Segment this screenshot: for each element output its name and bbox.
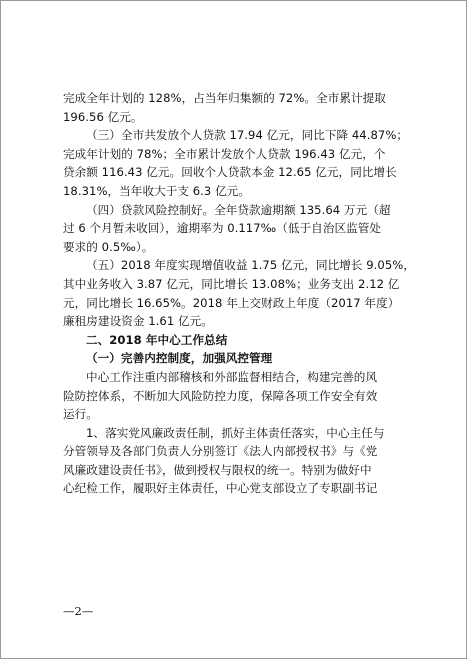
paragraph-start-line: （四）贷款风险控制好。全年贷款逾期额 135.64 万元（超: [86, 202, 391, 217]
text-line: 分管领导及各部门负责人分别签订《法人内部授权书》与《党: [63, 444, 378, 459]
text-line: 心纪检工作，履职好主体责任，中心党支部设立了专职副书记: [63, 481, 378, 496]
text-line: 196.56 亿元。: [63, 109, 143, 124]
paragraph-start-line: （五）2018 年度实现增值收益 1.75 亿元，同比增长 9.05%，: [86, 258, 415, 273]
text-line: 元，同比增长 16.65%。2018 年上交财政上年度（2017 年度）: [63, 295, 400, 310]
text-line: 其中业务收入 3.87 亿元，同比增长 13.08%；业务支出 2.12 亿: [63, 276, 400, 291]
text-line: 贷余额 116.43 亿元。回收个人贷款本金 12.65 亿元，同比增长: [63, 165, 397, 180]
paragraph-start-line: 中心工作注重内部稽核和外部监督相结合，构建完善的风: [86, 369, 378, 384]
text-line: 要求的 0.5‰）。: [63, 239, 154, 254]
text-line: 风廉政建设责任书》，做到授权与限权的统一。特别为做好中: [63, 462, 372, 477]
paragraph-start-line: （三）全市共发放个人贷款 17.94 亿元，同比下降 44.87%；: [86, 128, 409, 143]
text-line: 完成全年计划的 128%，占当年归集额的 72%。全市累计提取: [63, 91, 386, 105]
text-line: 廉租房建设资金 1.61 亿元。: [63, 314, 213, 329]
text-line: 18.31%，当年收大于支 6.3 亿元。: [63, 183, 251, 198]
subsection-heading: （一）完善内控制度，加强风控管理: [86, 351, 273, 366]
paragraph-start-line: 1、落实党风廉政责任制，抓好主体责任落实，中心主任与: [86, 425, 385, 440]
text-line: 险防控体系，不断加大风险防控力度，保障各项工作安全有效: [63, 388, 378, 403]
page-number: —2—: [63, 604, 94, 618]
body-text: [63, 89, 415, 498]
section-heading: 二、2018 年中心工作总结: [86, 332, 228, 347]
text-line: 过 6 个月暂未收回），逾期率为 0.117‰（低于自治区监管处: [63, 221, 382, 236]
text-line: 运行。: [63, 407, 98, 422]
text-line: 完成年计划的 78%；全市累计发放个人贷款 196.43 亿元，个: [63, 146, 386, 161]
